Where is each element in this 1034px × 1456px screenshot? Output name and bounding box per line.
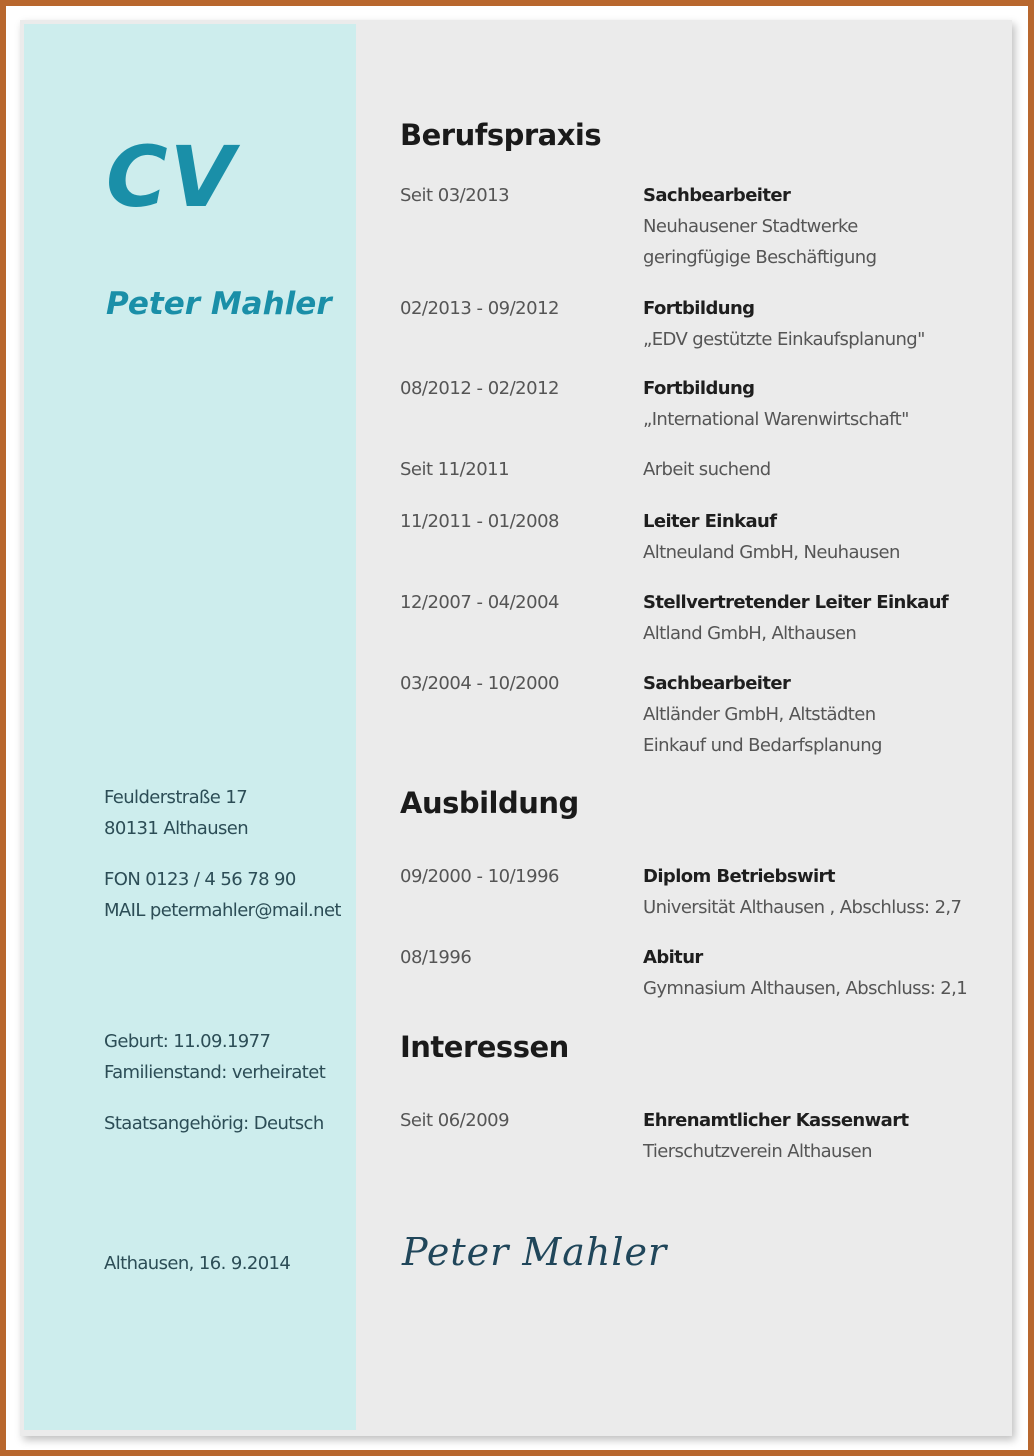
entry-description (643, 1105, 909, 1167)
personal-block (104, 1026, 325, 1088)
section-title-ausbildung: Ausbildung (400, 786, 579, 820)
entry-line: Tierschutzverein Althausen (643, 1141, 872, 1162)
signature: Peter Mahler (402, 1230, 668, 1274)
nationality: Staatsangehörig: Deutsch (104, 1113, 324, 1134)
entry-date: Seit 06/2009 (400, 1110, 510, 1131)
entry-line: Altländer GmbH, Altstädten (643, 704, 876, 725)
entry-date: 08/1996 (400, 947, 472, 968)
entry-title: Fortbildung (643, 378, 755, 399)
sidebar (24, 24, 356, 1430)
entry-line: Altland GmbH, Althausen (643, 623, 857, 644)
entry-date: 09/2000 - 10/1996 (400, 866, 559, 887)
entry-line: Universität Althausen , Abschluss: 2,7 (643, 897, 962, 918)
entry-date: 08/2012 - 02/2012 (400, 378, 559, 399)
address-block (104, 782, 248, 844)
birth-date: Geburt: 11.09.1977 (104, 1031, 271, 1052)
entry-date: 03/2004 - 10/2000 (400, 673, 559, 694)
entry-date: Seit 03/2013 (400, 185, 510, 206)
entry-line: Gymnasium Althausen, Abschluss: 2,1 (643, 978, 968, 999)
section-title-interessen: Interessen (400, 1030, 569, 1064)
entry-date: Seit 11/2011 (400, 459, 510, 480)
entry-description (643, 293, 925, 355)
applicant-name: Peter Mahler (106, 286, 332, 322)
entry-date: 12/2007 - 04/2004 (400, 592, 559, 613)
entry-line: „EDV gestützte Einkaufsplanung" (643, 329, 925, 350)
entry-line: Neuhausener Stadtwerke (643, 216, 858, 237)
entry-description (643, 668, 882, 761)
entry-title: Leiter Einkauf (643, 511, 777, 532)
entry-title: Sachbearbeiter (643, 673, 791, 694)
family-status: Familienstand: verheiratet (104, 1062, 326, 1083)
section-title-berufspraxis: Berufspraxis (400, 118, 602, 152)
city: 80131 Althausen (104, 818, 249, 839)
cv-page (20, 20, 1012, 1436)
entry-description (643, 454, 771, 485)
entry-line: „International Warenwirtschaft" (643, 409, 909, 430)
entry-line: Arbeit suchend (643, 459, 771, 480)
entry-title: Ehrenamtlicher Kassenwart (643, 1110, 909, 1131)
entry-description (643, 506, 900, 568)
street: Feulderstraße 17 (104, 787, 248, 808)
entry-description (643, 942, 967, 1004)
mail: MAIL petermahler@mail.net (104, 900, 341, 921)
place-date: Althausen, 16. 9.2014 (104, 1253, 291, 1274)
place-date-block (104, 1248, 290, 1279)
entry-title: Abitur (643, 947, 703, 968)
entry-title: Stellvertretender Leiter Einkauf (643, 592, 949, 613)
cv-heading: CV (106, 128, 237, 226)
entry-title: Diplom Betriebswirt (643, 866, 835, 887)
entry-description (643, 587, 948, 649)
entry-title: Fortbildung (643, 298, 755, 319)
nationality-block (104, 1108, 324, 1139)
contact-block (104, 864, 341, 926)
entry-date: 11/2011 - 01/2008 (400, 511, 559, 532)
phone: FON 0123 / 4 56 78 90 (104, 869, 296, 890)
entry-line: geringfügige Beschäftigung (643, 247, 877, 268)
entry-description (643, 373, 909, 435)
entry-line: Altneuland GmbH, Neuhausen (643, 542, 900, 563)
entry-title: Sachbearbeiter (643, 185, 791, 206)
entry-line: Einkauf und Bedarfsplanung (643, 735, 882, 756)
entry-date: 02/2013 - 09/2012 (400, 298, 559, 319)
entry-description (643, 861, 961, 923)
entry-description (643, 180, 876, 273)
